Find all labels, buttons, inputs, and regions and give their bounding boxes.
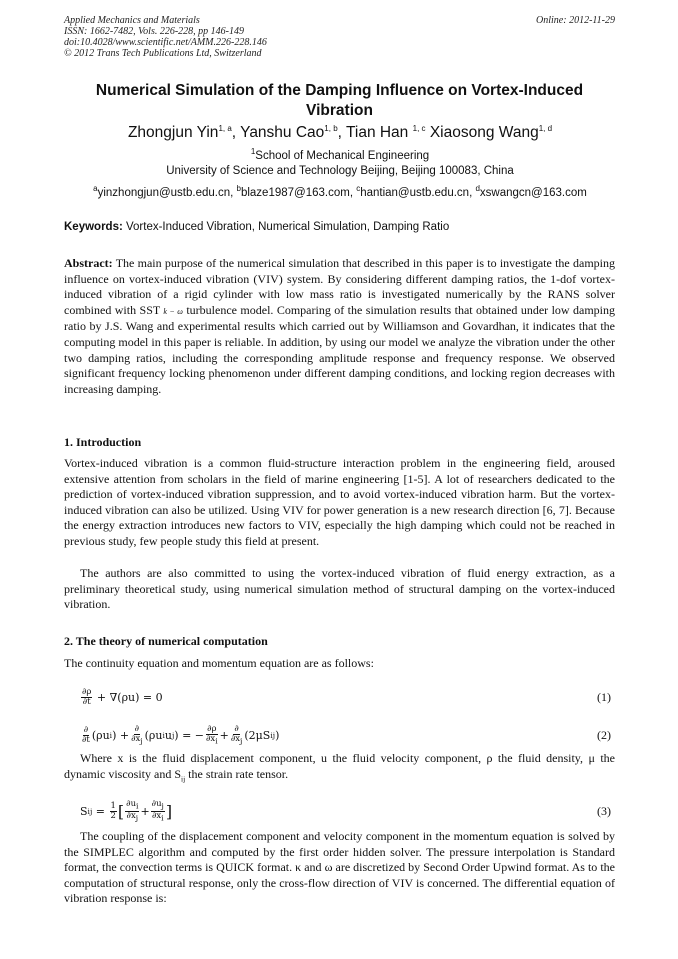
equation-1-number: (1): [597, 690, 611, 704]
keywords: [64, 220, 615, 235]
abstract-sst-model: k − ω: [163, 306, 183, 316]
author-name: Zhongjun Yin: [127, 124, 219, 141]
journal-copyright: © 2012 Trans Tech Publications Ltd, Switzerland: [64, 48, 262, 59]
email-link[interactable]: blaze1987@163.com: [240, 187, 350, 199]
where-paragraph: [64, 751, 615, 787]
author-affil-mark: 1, b: [324, 123, 338, 133]
paper-title: Numerical Simulation of the Damping Influence on Vortex-Induced Vibration: [95, 82, 584, 119]
email-mark: a: [93, 184, 98, 194]
where-text: Where x is the fluid displacement component, u the fluid velocity component, ρ the fluid density, μ the dynamic viscosity and S: [64, 751, 615, 781]
equation-1-expression: $\frac{\partial\rho}{\partial t}$ + ∇(ρu) = 0: [82, 686, 163, 707]
journal-name: Applied Mechanics and Materials: [64, 15, 200, 26]
affiliation-school: School of Mechanical Engineering: [255, 150, 430, 162]
keywords-label: Keywords:: [64, 221, 123, 233]
author-name: Tian Han: [345, 124, 409, 141]
author-affil-mark: 1, c: [412, 123, 426, 133]
section-heading-theory: 2. The theory of numerical computation: [64, 634, 268, 648]
affiliation: [40, 149, 640, 179]
keywords-text: Vortex-Induced Vibration, Numerical Simulation, Damping Ratio: [126, 221, 450, 233]
journal-issn: ISSN: 1662-7482, Vols. 226-228, pp 146-149: [64, 26, 244, 37]
equation-3: [80, 798, 615, 824]
email-list: $^a$yinzhongjun@ustb.edu.cn, $^b$blaze1987@163.com, $^c$hantian@ustb.edu.cn, $^d$xswangcn@163.com: [93, 184, 587, 199]
where-end: the strain rate tensor.: [188, 766, 289, 781]
equation-2-number: (2): [597, 728, 611, 742]
abstract: [64, 256, 615, 397]
email-mark: c: [356, 184, 361, 194]
email-link[interactable]: yinzhongjun@ustb.edu.cn: [97, 187, 231, 199]
abstract-label: Abstract:: [64, 256, 113, 270]
theory-intro: The continuity equation and momentum equation are as follows:: [64, 656, 374, 670]
equation-2: [80, 722, 615, 748]
coupling-paragraph: The coupling of the displacement component and velocity component in the momentum equation is solved by the SIMPLEC algorithm and computed by the first order hidden solver. The pressure interpolation is Standard format, the convection terms is QUICK format. κ and ω are discretized by Second Order Upwind format. As to the computation of structural response, only the cross-flow direction of VIV is concerned. The differential equation of vibration response is:: [64, 829, 615, 906]
intro-paragraph-2: The authors are also committed to using the vortex-induced vibration of fluid energy extraction, as a preliminary theoretical study, using numerical simulation method of structural damping on the vortex-induced vibration.: [64, 566, 615, 612]
author-name: Xiaosong Wang: [429, 124, 539, 141]
section-heading-introduction: 1. Introduction: [64, 435, 142, 449]
affiliation-mark: 1: [250, 147, 256, 157]
abstract-text-1: The main purpose of the numerical simulation that described in this paper is to investigate the damping influence on vortex-induced vibration (VIV) system. By considering different damping ratios, the 1-dof vortex-induced vibration of a rigid cylinder with low mass ratio is investigated numerically by the RANS solver combined with SST: [64, 256, 615, 317]
email-mark: d: [475, 184, 480, 194]
affiliation-university: University of Science and Technology Beijing, Beijing 100083, China: [166, 165, 514, 177]
author-affil-mark: 1, d: [538, 123, 553, 133]
equation-3-expression: S ij = $\frac{1}{2}$ [ $\frac{\partial ui}{\partial xj}$ + $\frac{\partial uj}{\partial xi}$ ]: [80, 798, 173, 823]
journal-doi: doi:10.4028/www.scientific.net/AMM.226-228.146: [64, 37, 267, 48]
equation-2-expression: $\frac{\partial}{\partial t}$ (ρu i ) + $\frac{\partial}{\partial xj}$ (ρu i u j ) = − $\frac{\partial\rho}{\partial xi}$ + $\frac{\partial}{\partial xj}$ (2μS ij ): [82, 723, 280, 746]
author-list: Zhongjun Yin$^{1, a}$, Yanshu Cao$^{1, b}$, Tian Han $^{1, c}$ Xiaosong Wang$^{1, d}$: [127, 123, 553, 141]
intro-paragraph-1: Vortex-induced vibration is a common fluid-structure interaction problem in the engineering field, aroused extensive attention from scholars in the field of marine engineering [1-5]. A lot of researchers dedicated to the prediction of vortex-induced vibration suppression, and to avoid vortex-induced vibration harm. But the vortex-induced vibration can also be utilized. Using VIV for power generation is a new research direction [6, 7]. Because the energy extraction introduces new factors to VIV, especially the high damping which could not be reached in previous study, few people study this field at present.: [64, 456, 615, 548]
author-affil-mark: 1, a: [218, 123, 232, 133]
equation-1: [80, 684, 615, 710]
author-name: Yanshu Cao: [240, 124, 325, 141]
where-subscript: ij: [181, 773, 186, 783]
email-link[interactable]: xswangcn@163.com: [479, 187, 587, 199]
equation-3-number: (3): [597, 804, 611, 818]
online-date: Online: 2012-11-29: [536, 15, 615, 26]
abstract-text-2: turbulence model. Comparing of the simulation results that obtained under low damping ratio by J.S. Wang and experimental results which carried out by Williamson and Govardhan, it indicates that the computing model in this paper is reliable. In addition, by using our model we analyze the vibration under the other two damping ratios, including the corresponding amplitude response and frequency response. We observed significant frequency locking phenomenon under different damping conditions, and locking region decreases with increasing damping.: [64, 302, 615, 396]
email-link[interactable]: hantian@ustb.edu.cn: [360, 187, 470, 199]
email-mark: b: [236, 184, 241, 194]
journal-header: [64, 15, 615, 59]
